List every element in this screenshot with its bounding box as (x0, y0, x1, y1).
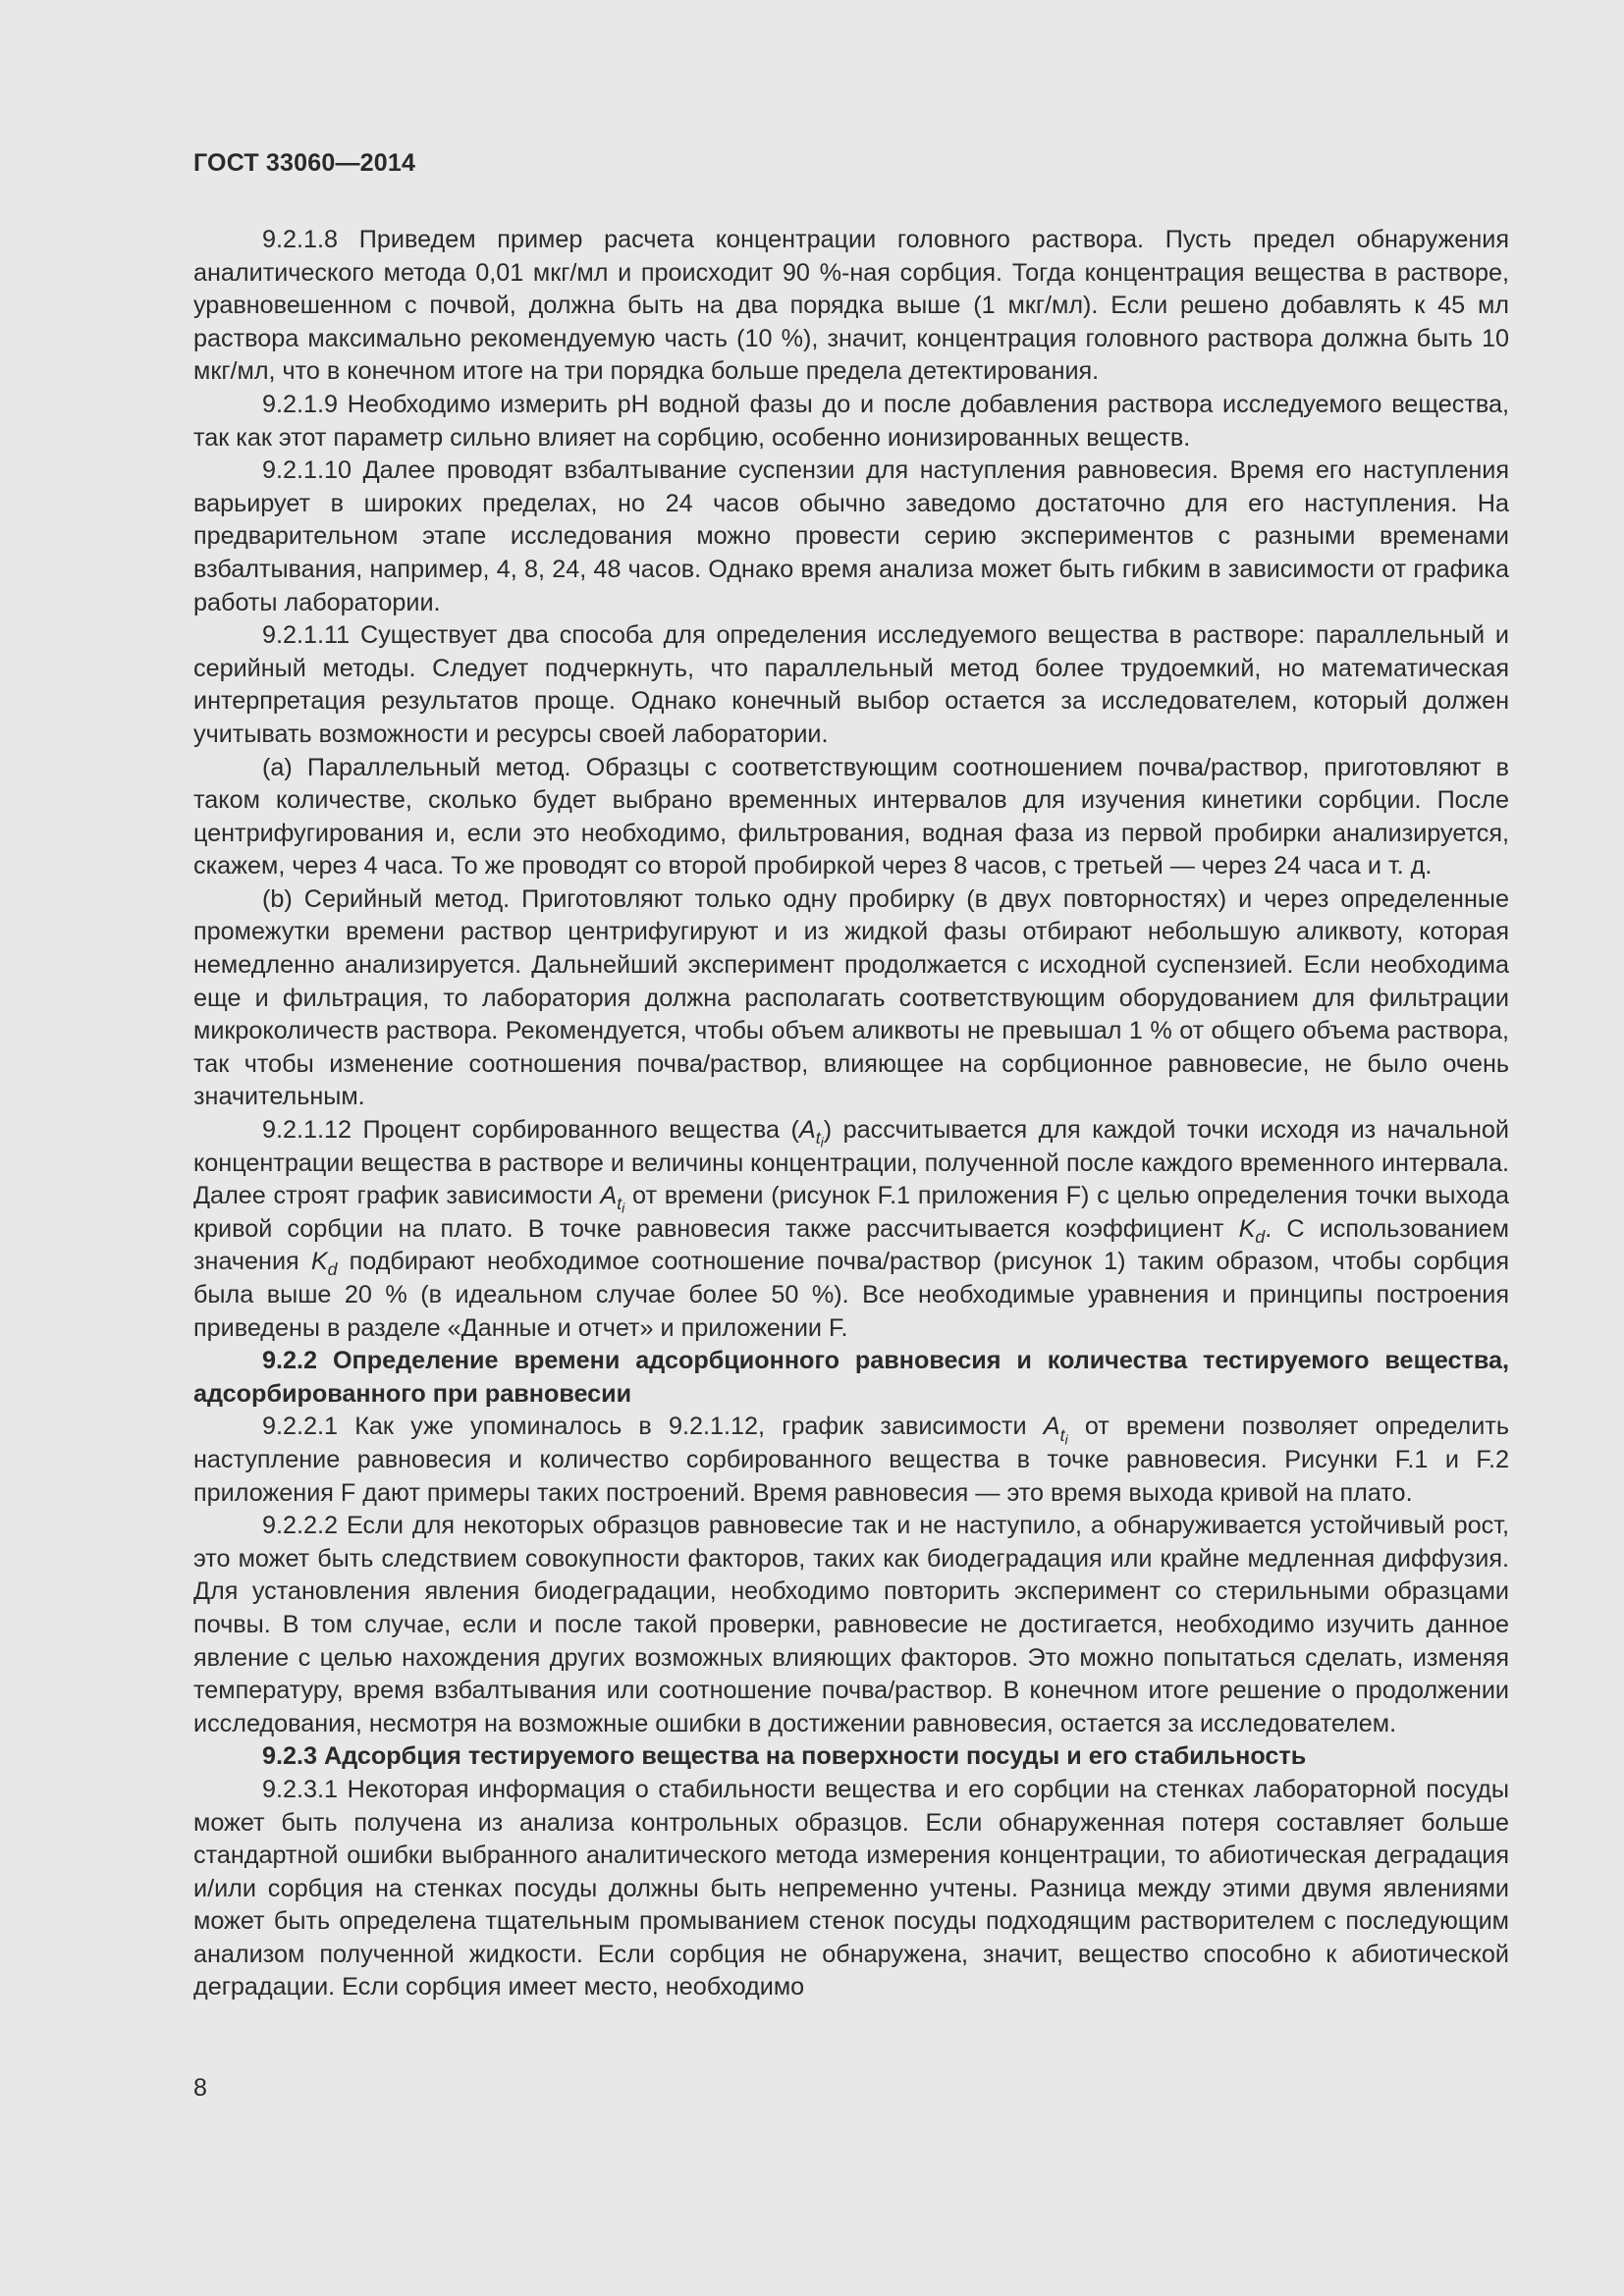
paragraph-9-2-2-2: 9.2.2.2 Если для некоторых образцов равновесие так и не наступило, а обнаруживается устойчивый рост, это может быть следствием совокупности факторов, таких как биодеградация или крайне медленная диффузия. Для установления явления биодеградации, необходимо повторить эксперимент со стерильными образцами почвы. В том случае, если и после такой проверки, равновесие не достигается, необходимо изучить данное явление с целью нахождения других возможных влияющих факторов. Это можно попытаться сделать, изменяя температуру, время взбалтывания или соотношение почва/раствор. В конечном итоге решение о продолжении исследования, несмотря на возможные ошибки в достижении равновесия, остается за исследователем. (193, 1512, 1509, 1737)
subscript-t-letter: t (1059, 1424, 1065, 1445)
subscript-d: d (327, 1259, 338, 1280)
text-run: 9.2.1.12 Процент сорбированного вещества ( (262, 1116, 799, 1145)
subscript-t (816, 1128, 824, 1148)
text-run: подбирают необходимое соотношение почва/раствор (рисунок 1) таким образом, чтобы сорбция была выше 20 % (в идеальном случае более 50 %). Все необходимые уравнения и принципы построения приведены в разделе «Данные и отчет» и приложении F. (193, 1248, 1509, 1342)
paragraph-9-2-1-8: 9.2.1.8 Приведем пример расчета концентрации головного раствора. Пусть предел обнаружения аналитического метода 0,01 мкг/мл и происходит 90 %-ная сорбция. Тогда концентрация вещества в растворе, уравновешенном с почвой, должна быть на два порядка выше (1 мкг/мл). Если решено добавлять к 45 мл раствора максимально рекомендуемую часть (10 %), значит, концентрация головного раствора должна быть 10 мкг/мл, что в конечном итоге на три порядка больше предела детектирования. (193, 226, 1509, 386)
paragraph-9-2-1-10: 9.2.1.10 Далее проводят взбалтывание суспензии для наступления равновесия. Время его наступления варьирует в широких пределах, но 24 часов обычно заведомо достаточно для его наступления. На предварительном этапе исследования можно провести серию экспериментов с разными временами взбалтывания, например, 4, 8, 24, 48 часов. Однако время анализа может быть гибким в зависимости от графика работы лаборатории. (193, 456, 1509, 616)
symbol-a: A (1043, 1413, 1060, 1441)
paragraph-9-2-1-11: 9.2.1.11 Существует два способа для определения исследуемого вещества в растворе: параллельный и серийный методы. Следует подчеркнуть, что параллельный метод более трудоемкий, но математическая интерпретация результатов проще. Однако конечный выбор остается за исследователем, который должен учитывать возможности и ресурсы своей лаборатории. (193, 621, 1509, 748)
subscript-i: i (820, 1134, 824, 1150)
symbol-a: A (600, 1182, 618, 1210)
text-run: . С использованием значения (193, 1214, 1509, 1276)
symbol-a: A (798, 1116, 816, 1145)
page-number: 8 (193, 2074, 207, 2102)
subscript-t-letter: t (815, 1128, 821, 1148)
subscript-d: d (1255, 1226, 1266, 1247)
document-body (193, 224, 1509, 2004)
symbol-k: K (310, 1248, 328, 1276)
paragraph-parallel-method: (a) Параллельный метод. Образцы с соответствующим соотношением почва/раствор, приготовляют в таком количестве, сколько будет выбрано временных интервалов для изучения кинетики сорбции. После центрифугирования и, если это необходимо, фильтрования, водная фаза из первой пробирки анализируется, скажем, через 4 часа. То же проводят со второй пробиркой через 8 часов, с третьей — через 24 часа и т. д. (193, 753, 1509, 881)
symbol-k: K (1238, 1214, 1256, 1243)
text-run: от времени (рисунок F.1 приложения F) с целью определения точки выхода кривой сорбции на плато. В точке равновесия также рассчитывается коэффициент (193, 1182, 1509, 1243)
text-run: ) рассчитывается для каждой точки исходя из начальной концентрации вещества в растворе и величины концентрации, полученной после каждого временного интервала. Далее строят график зависимости (193, 1116, 1509, 1210)
text-run: от времени позволяет определить наступление равновесия и количество сорбированного вещества в точке равновесия. Рисунки F.1 и F.2 приложения F дают примеры таких построений. Время равновесия — это время выхода кривой на плато. (193, 1413, 1509, 1507)
paragraph-9-2-2-1 (193, 1411, 1509, 1510)
paragraph-serial-method: (b) Серийный метод. Приготовляют только одну пробирку (в двух повторностях) и через определенные промежутки времени раствор центрифугируют и из жидкой фазы отбирают небольшую аликвоту, которая немедленно анализируется. Дальнейший эксперимент продолжается с исходной суспензией. Если необходима еще и фильтрация, то лаборатория должна располагать соответствующим оборудованием для фильтрации микроколичеств раствора. Рекомендуется, чтобы объем аликвоты не превышал 1 % от общего объема раствора, так чтобы изменение соотношения почва/раствор, влияющее на сорбционное равновесие, не было очень значительным. (193, 884, 1509, 1111)
paragraph-9-2-1-12 (193, 1114, 1509, 1345)
paragraph-9-2-3-1: 9.2.3.1 Некоторая информация о стабильности вещества и его сорбции на стенках лабораторной посуды может быть получена из анализа контрольных образцов. Если обнаруженная потеря составляет больше стандартной ошибки выбранного аналитического метода измерения концентрации, то абиотическая деградация и/или сорбция на стенках посуды должны быть непременно учтены. Разница между этими двумя явлениями может быть определена тщательным промыванием стенок посуды подходящим растворителем с последующим анализом полученной жидкости. Если сорбция не обнаружена, значит, вещество способно к абиотической деградации. Если сорбция имеет место, необходимо (193, 1775, 1509, 2002)
text-run: 9.2.2.1 Как уже упоминалось в 9.2.1.12, график зависимости (262, 1413, 1044, 1441)
paragraph-9-2-1-9: 9.2.1.9 Необходимо измерить рН водной фазы до и после добавления раствора исследуемого вещества, так как этот параметр сильно влияет на сорбцию, особенно ионизированных веществ. (193, 390, 1509, 452)
section-heading-9-2-3: 9.2.3 Адсорбция тестируемого вещества на поверхности посуды и его стабильность (262, 1742, 1307, 1771)
subscript-t (1059, 1424, 1068, 1448)
section-heading-9-2-2: 9.2.2 Определение времени адсорбционного равновесия и количества тестируемого вещества, адсорбированного при равновесии (193, 1347, 1509, 1408)
subscript-i: i (622, 1200, 625, 1216)
subscript-t-letter: t (617, 1194, 623, 1214)
document-header: ГОСТ 33060—2014 (193, 149, 416, 177)
subscript-i: i (1064, 1431, 1068, 1448)
